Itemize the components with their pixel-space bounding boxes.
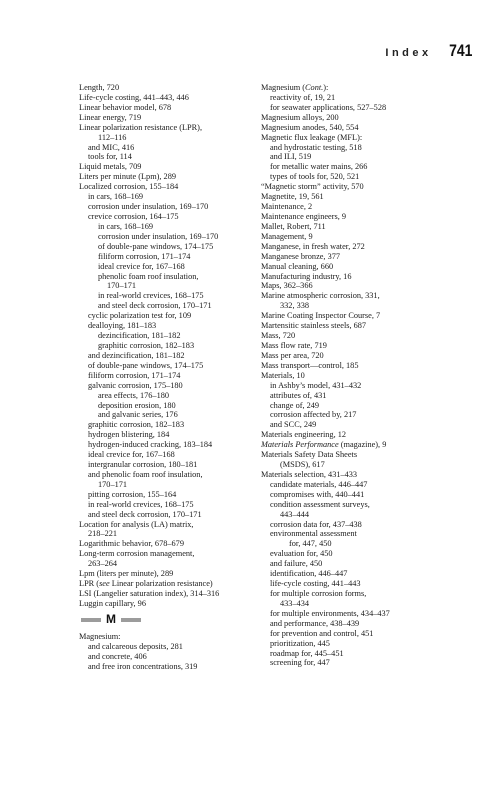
index-subentry: for metallic water mains, 266 [270, 162, 368, 172]
index-entry: Materials engineering, 12 [261, 430, 347, 440]
index-entry: Mass flow rate, 719 [261, 340, 327, 350]
index-subentry: and calcareous deposits, 281 [88, 641, 183, 651]
letter-heading-bar-right [121, 618, 141, 622]
index-subentry: intergranular corrosion, 180–181 [88, 460, 198, 470]
index-entry: Length, 720 [79, 83, 120, 92]
page-number: 741 [448, 41, 472, 60]
index-entry: Mallet, Robert, 711 [261, 221, 326, 231]
index-entry: Logarithmic behavior, 678–679 [79, 539, 184, 549]
index-subentry: filiform corrosion, 171–174 [98, 251, 191, 261]
index-entry: Materials Performance (magazine), 9 [261, 440, 387, 450]
index-entry: Management, 9 [261, 231, 313, 241]
letter-heading-bar-left [81, 618, 101, 622]
index-subentry: corrosion data for, 437–438 [270, 519, 362, 529]
index-entry: Maintenance, 2 [261, 202, 313, 212]
index-subentry: hydrogen-induced cracking, 183–184 [88, 440, 213, 450]
index-subentry: filiform corrosion, 171–174 [88, 370, 181, 380]
index-subentry: 332, 338 [280, 301, 310, 311]
index-entry: Manual cleaning, 660 [261, 261, 334, 271]
index-subentry: corrosion affected by, 217 [270, 410, 357, 420]
index-subentry: 218–221 [88, 529, 118, 539]
index-subentry: for multiple environments, 434–437 [270, 608, 390, 618]
index-entry: Magnesium anodes, 540, 554 [261, 122, 359, 132]
index-subentry: in Ashby’s model, 431–432 [270, 380, 362, 390]
index-subentry: screening for, 447 [270, 658, 330, 668]
letter-heading-letter: M [106, 611, 116, 626]
index-subentry: for multiple corrosion forms, [270, 589, 367, 599]
index-subentry: hydrogen blistering, 184 [88, 430, 170, 440]
index-entry: Mass transport—control, 185 [261, 360, 359, 370]
index-entry: Materials Safety Data Sheets [261, 450, 358, 460]
index-entry: Long-term corrosion management, [79, 549, 195, 559]
letter-section-heading [81, 613, 251, 627]
index-subentry: and steel deck corrosion, 170–171 [88, 509, 202, 519]
index-subentry: and dezincification, 181–182 [88, 350, 185, 360]
index-subentry: ideal crevice for, 167–168 [88, 450, 175, 460]
index-subentry: 443–444 [280, 509, 310, 519]
index-subentry: and phenolic foam roof insulation, [88, 469, 203, 479]
index-entry: Linear energy, 719 [79, 112, 142, 122]
index-subentry: compromises with, 440–441 [270, 489, 365, 499]
index-subentry: for, 447, 450 [289, 539, 332, 549]
index-entry: Magnetite, 19, 561 [261, 192, 324, 202]
index-subentry: graphitic corrosion, 182–183 [88, 420, 185, 430]
index-subentry: and free iron concentrations, 319 [88, 661, 198, 671]
running-head [385, 41, 472, 61]
index-subentry: roadmap for, 445–451 [270, 648, 344, 658]
index-subentry: in real-world crevices, 168–175 [88, 499, 194, 509]
index-subentry: dealloying, 181–183 [88, 321, 157, 331]
index-entry: Marine Coating Inspector Course, 7 [261, 311, 381, 321]
index-entry: Manganese, in fresh water, 272 [261, 241, 365, 251]
left-entries [79, 83, 251, 609]
index-entry: Magnesium alloys, 200 [261, 112, 339, 122]
index-entry: Materials selection, 431–433 [261, 469, 358, 479]
index-subentry: phenolic foam roof insulation, [98, 271, 199, 281]
index-subentry: (MSDS), 617 [280, 460, 325, 470]
index-subentry: environmental assessment [270, 529, 357, 539]
index-subentry: 170–171 [107, 281, 137, 291]
index-subentry: types of tools for, 520, 521 [270, 172, 360, 182]
index-subentry: graphitic corrosion, 182–183 [98, 340, 195, 350]
index-subentry: in real-world crevices, 168–175 [98, 291, 204, 301]
index-subentry: deposition erosion, 180 [98, 400, 176, 410]
index-entry: Manganese bronze, 377 [261, 251, 341, 261]
index-subentry: corrosion under insulation, 169–170 [88, 202, 209, 212]
index-subentry: corrosion under insulation, 169–170 [98, 231, 219, 241]
index-entry: Materials, 10 [261, 370, 305, 380]
left-m-entries [79, 632, 251, 672]
index-entry: Liquid metals, 709 [79, 162, 142, 172]
index-entry: Mass per area, 720 [261, 350, 324, 360]
index-subentry: tools for, 114 [88, 152, 132, 162]
index-subentry: condition assessment surveys, [270, 499, 370, 509]
index-subentry: for prevention and control, 451 [270, 628, 374, 638]
index-subentry: pitting corrosion, 155–164 [88, 489, 177, 499]
index-subentry: crevice corrosion, 164–175 [88, 211, 179, 221]
index-entry: Magnesium (Cont.): [261, 83, 329, 92]
index-entry: Maps, 362–366 [261, 281, 313, 291]
index-subentry: and hydrostatic testing, 518 [270, 142, 362, 152]
index-subentry: galvanic corrosion, 175–180 [88, 380, 183, 390]
index-subentry: 112–116 [98, 132, 127, 142]
index-entry: Mass, 720 [261, 331, 296, 341]
index-subentry: and ILI, 519 [270, 152, 312, 162]
index-subentry: attributes of, 431 [270, 390, 327, 400]
index-subentry: candidate materials, 446–447 [270, 479, 368, 489]
index-subentry: 170–171 [98, 479, 128, 489]
index-entry: Luggin capillary, 96 [79, 598, 146, 608]
index-entry: “Magnetic storm” activity, 570 [261, 182, 364, 192]
index-entry: Lpm (liters per minute), 289 [79, 569, 174, 579]
index-subentry: in cars, 168–169 [88, 192, 144, 202]
index-entry: Location for analysis (LA) matrix, [79, 519, 194, 529]
index-column-right [261, 83, 441, 668]
index-subentry: life-cycle costing, 441–443 [270, 579, 361, 589]
index-entry: Magnetic flux leakage (MFL): [261, 132, 363, 142]
index-entry: Localized corrosion, 155–184 [79, 182, 179, 192]
index-subentry: area effects, 176–180 [98, 390, 170, 400]
index-subentry: for seawater applications, 527–528 [270, 102, 387, 112]
right-entries [261, 83, 441, 668]
index-subentry: change of, 249 [270, 400, 320, 410]
index-entry: Marine atmospheric corrosion, 331, [261, 291, 380, 301]
index-subentry: dezincification, 181–182 [98, 331, 181, 341]
index-subentry: of double-pane windows, 174–175 [88, 360, 204, 370]
index-subentry: evaluation for, 450 [270, 549, 333, 559]
index-entry: Life-cycle costing, 441–443, 446 [79, 92, 189, 102]
index-subentry: and steel deck corrosion, 170–171 [98, 301, 212, 311]
index-subentry: cyclic polarization test for, 109 [88, 311, 192, 321]
index-subentry: and galvanic series, 176 [98, 410, 178, 420]
index-subentry: and SCC, 249 [270, 420, 317, 430]
index-subentry: and failure, 450 [270, 559, 323, 569]
index-column-left [79, 83, 251, 672]
index-entry: Liters per minute (Lpm), 289 [79, 172, 177, 182]
index-entry: Magnesium: [79, 631, 121, 641]
index-subentry: 433–434 [280, 598, 310, 608]
index-entry: Manufacturing industry, 16 [261, 271, 352, 281]
index-entry: Maintenance engineers, 9 [261, 211, 347, 221]
index-subentry: in cars, 168–169 [98, 221, 154, 231]
index-subentry: 263–264 [88, 559, 118, 569]
index-entry: Linear behavior model, 678 [79, 102, 172, 112]
index-subentry: identification, 446–447 [270, 569, 348, 579]
index-entry: LPR (see Linear polarization resistance) [79, 579, 213, 589]
index-subentry: ideal crevice for, 167–168 [98, 261, 185, 271]
index-subentry: of double-pane windows, 174–175 [98, 241, 214, 251]
index-subentry: and concrete, 406 [88, 651, 147, 661]
running-head-section: Index [385, 47, 432, 59]
index-subentry: and MIC, 416 [88, 142, 135, 152]
index-entry: Linear polarization resistance (LPR), [79, 122, 203, 132]
index-subentry: reactivity of, 19, 21 [270, 92, 336, 102]
index-subentry: prioritization, 445 [270, 638, 330, 648]
index-entry: LSI (Langelier saturation index), 314–316 [79, 589, 220, 599]
index-entry: Martensitic stainless steels, 687 [261, 321, 367, 331]
index-subentry: and performance, 438–439 [270, 618, 360, 628]
